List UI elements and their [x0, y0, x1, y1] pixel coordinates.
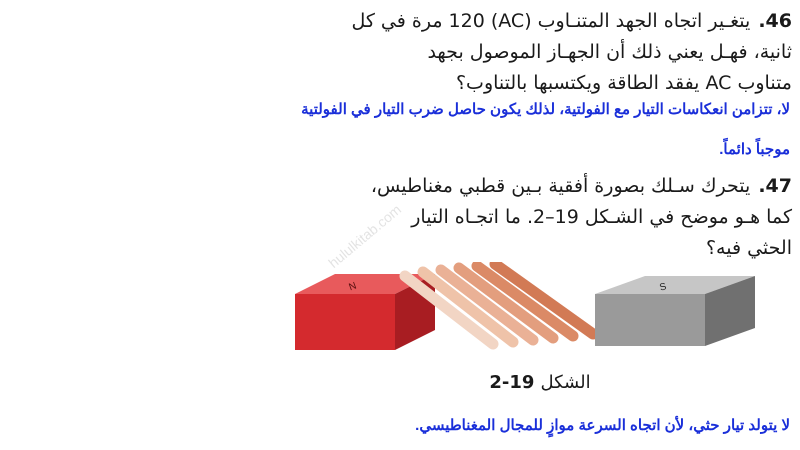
- answer-47: لا يتولد تيار حثي، لأن اتجاه السرعة موازٍ للمجال المغناطيسي.: [415, 417, 790, 434]
- figure-caption: [460, 372, 620, 393]
- question-47-line-1: 47.يتحرك سـلك بصورة أفقية بـين قطبي مغناطيس،: [370, 175, 792, 197]
- question-47-line-3: الحثي فيه؟: [705, 237, 792, 259]
- question-47: [332, 171, 792, 264]
- figure-caption-word: الشكل: [540, 372, 591, 393]
- figure-caption-number: 19-2: [489, 372, 535, 393]
- magnet-wire-figure: [295, 262, 785, 372]
- wire-strands: [405, 264, 593, 344]
- south-pole-label: S: [658, 281, 668, 294]
- north-pole-label: N: [347, 280, 359, 294]
- answer-46-line-2: موجباً دائماً.: [719, 141, 790, 158]
- question-47-line-2: كما هـو موضح في الشـكل 19–2. ما اتجـاه التيار: [411, 206, 792, 228]
- south-pole-block: [595, 276, 755, 346]
- question-46-number: 46.: [758, 10, 792, 32]
- question-46-line-2: ثانية، فهـل يعني ذلك أن الجهـاز الموصول بجهد: [427, 41, 792, 63]
- question-46: [332, 6, 792, 99]
- question-47-number: 47.: [758, 175, 792, 197]
- question-46-line-1: 46.يتغـير اتجاه الجهد المتنـاوب (AC) 120 مرة في كل: [351, 10, 792, 32]
- watermark: hululkitab.com: [325, 201, 405, 271]
- question-46-line-3: متناوب AC يفقد الطاقة ويكتسبها بالتناوب؟: [455, 72, 792, 94]
- answer-46-line-1: لا، تتزامن انعكاسات التيار مع الفولتية، لذلك يكون حاصل ضرب التيار في الفولتية: [301, 101, 790, 118]
